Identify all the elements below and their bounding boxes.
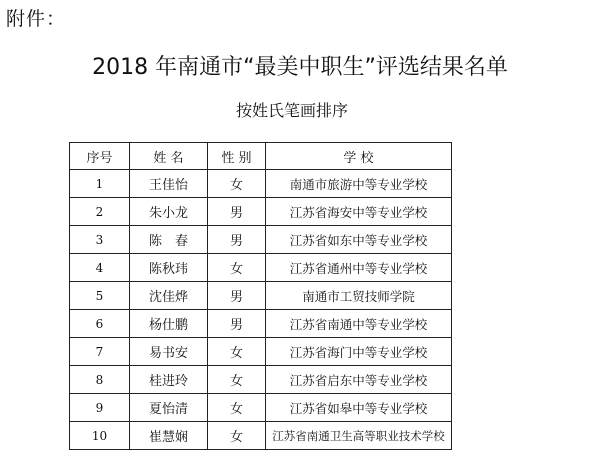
table-row	[70, 422, 452, 450]
cell-seq: 5	[70, 282, 130, 310]
table-row	[70, 282, 452, 310]
cell-gender: 女	[208, 170, 266, 198]
cell-school: 江苏省海安中等专业学校	[266, 198, 452, 226]
cell-school: 江苏省海门中等专业学校	[266, 338, 452, 366]
table-row	[70, 198, 452, 226]
cell-seq: 7	[70, 338, 130, 366]
cell-gender: 女	[208, 338, 266, 366]
cell-school: 南通市旅游中等专业学校	[266, 170, 452, 198]
cell-gender: 女	[208, 254, 266, 282]
cell-seq: 6	[70, 310, 130, 338]
table-row	[70, 254, 452, 282]
cell-name: 桂进玲	[130, 366, 208, 394]
cell-school: 江苏省启东中等专业学校	[266, 366, 452, 394]
cell-school: 南通市工贸技师学院	[266, 282, 452, 310]
cell-school: 江苏省南通卫生高等职业技术学校	[266, 422, 452, 450]
cell-gender: 男	[208, 282, 266, 310]
table-row	[70, 310, 452, 338]
table-row	[70, 394, 452, 422]
cell-seq: 1	[70, 170, 130, 198]
table-row	[70, 366, 452, 394]
cell-gender: 男	[208, 310, 266, 338]
table-header-row	[70, 143, 452, 170]
cell-gender: 男	[208, 226, 266, 254]
cell-seq: 2	[70, 198, 130, 226]
header-name: 姓 名	[130, 143, 208, 170]
table-row	[70, 338, 452, 366]
cell-school: 江苏省如皋中等专业学校	[266, 394, 452, 422]
cell-seq: 8	[70, 366, 130, 394]
cell-name: 沈佳烨	[130, 282, 208, 310]
cell-name: 崔慧娴	[130, 422, 208, 450]
attachment-label: 附件：	[6, 8, 67, 30]
cell-school: 江苏省通州中等专业学校	[266, 254, 452, 282]
cell-seq: 10	[70, 422, 130, 450]
header-gender: 性 别	[208, 143, 266, 170]
cell-gender: 女	[208, 394, 266, 422]
cell-name: 陈 春	[130, 226, 208, 254]
document-subtitle: 按姓氏笔画排序	[235, 101, 348, 120]
cell-name: 王佳怡	[130, 170, 208, 198]
cell-gender: 男	[208, 198, 266, 226]
header-school: 学 校	[266, 143, 452, 170]
cell-seq: 4	[70, 254, 130, 282]
table-row	[70, 226, 452, 254]
results-table	[69, 142, 452, 450]
cell-seq: 3	[70, 226, 130, 254]
cell-name: 杨仕鹏	[130, 310, 208, 338]
table-row	[70, 170, 452, 198]
cell-school: 江苏省南通中等专业学校	[266, 310, 452, 338]
cell-school: 江苏省如东中等专业学校	[266, 226, 452, 254]
cell-seq: 9	[70, 394, 130, 422]
cell-name: 夏怡清	[130, 394, 208, 422]
cell-name: 陈秋玮	[130, 254, 208, 282]
cell-gender: 女	[208, 366, 266, 394]
header-seq: 序号	[70, 143, 130, 170]
document-title: 2018 年南通市“最美中职生”评选结果名单	[92, 55, 508, 80]
cell-name: 朱小龙	[130, 198, 208, 226]
cell-name: 易书安	[130, 338, 208, 366]
cell-gender: 女	[208, 422, 266, 450]
